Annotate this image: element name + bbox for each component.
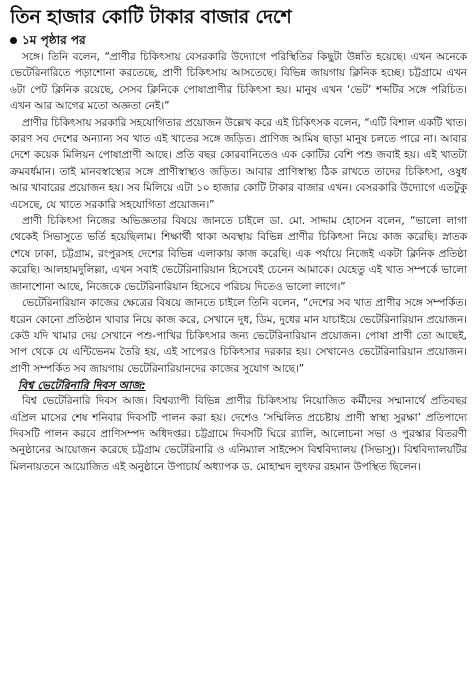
article-paragraph: সঙ্গে। তিনি বলেন, “প্রাণীর চিকিৎসায় বেসরকারি উদ্যোগে পরিস্থিতির কিছুটা উন্নতি হয়েছে। এখন অনেকে ভেটেরিনারিতে পড়াশোনা করতেছে, প্রাণী চিকিৎসায় আসতেছে। বিভিন্ন জায়গায় ক্লিনিক হচ্ছে। চট্টগ্রামে এখন ৬টা পেট ক্লিনিক রয়েছে, সেসব ক্লিনিকে পোষাপ্রাণীর চিকিৎসা হয়। মানুষ এখন ‘ভেট’ শব্দটির সঙ্গে পরিচিত। এখন আর আগের মতো অজ্ঞতা নেই।” [10, 51, 467, 113]
article-paragraph: প্রাণী চিকিৎসা নিজের অভিজ্ঞতার বিষয়ে জানতে চাইলে ডা. মো. সাদ্দাম হোসেন বলেন, “ভালো লাগা থেকেই সিভাসুতে ভর্তি হয়েছিলাম। শিক্ষার্থী থাকা অবস্থায় বিভিন্ন প্রাণীর চিকিৎসা নিয়ে কাজ করেছি। স্নাতক শেষে ঢাকা, চট্টগ্রাম, রংপুরসহ দেশের বিভিন্ন এলাকায় কাজ করেছি। এক পর্যায়ে নিজেই একটা ক্লিনিক প্রতিষ্ঠা করেছি। আলহামদুলিল্লা, এখন সবাই ভেটেরিনারিয়ান হিসেবেই চেনেন আমাকে। যেহেতু এই খাত সম্পর্কে ভালো জানাশোনা আছে, নিজেকে ভেটেরিনারিয়ান হিসেবে পরিচয় দিতেও ভালো লাগে।” [10, 215, 467, 293]
continued-from-label: ১ম পৃষ্ঠার পর [22, 33, 86, 47]
article-paragraph: ভেটেরিনারিয়ান কাজের ক্ষেত্রের বিষয়ে জানতে চাইলে তিনি বলেন, “দেশের সব খাত প্রাণীর সঙ্গে সম্পর্কিত। ধরেন কোনো প্রতিষ্ঠান খাবার নিয়ে কাজ করে, সেখানে দুধ, ডিম, দুধের মান যাচাইয়ে ভেটেরিনারিয়ান প্রয়োজন। কেউ যদি খামার দেয় সেখানে পশু-পাখির চিকিৎসার জন্য ভেটেরিনারিয়ান প্রয়োজন। পোষা প্রাণী তো আছেই, সাপ থেকে যে এন্টিভেনম তৈরি হয়, এই সাপেরও চিকিৎসার দরকার হয়। সেখানেও ভেটেরিনারিয়ান প্রয়োজন। প্রাণী সম্পর্কিত সব জায়গায় ভেটেরিনারিয়ানদের কাজের সুযোগ আছে।” [10, 297, 467, 375]
article-headline: তিন হাজার কোটি টাকার বাজার দেশে [10, 6, 292, 28]
section-subheading: বিশ্ব ভেটেরিনারি দিবস আজ: [18, 379, 146, 393]
bullet-dot-icon [10, 37, 17, 44]
article-paragraph: বিশ্ব ভেটেরিনারি দিবস আজ। বিশ্বব্যাপী বিভিন্ন প্রাণীর চিকিৎসায় নিয়োজিত কর্মীদের সম্মানার্থে প্রতিবছর এপ্রিল মাসের শেষ শনিবার দিবসটি পালন করা হয়। দেশেও ‘সম্মিলিত প্রচেষ্টায় প্রাণী স্বাস্থ্য সুরক্ষা’ প্রতিপাদ্যে দিবসটি পালন করবে প্রাণিসম্পদ অধিদপ্তর। চট্টগ্রামে দিবসটি ঘিরে র‍্যালি, আলোচনা সভা ও পুরস্কার বিতরণী অনুষ্ঠানের আয়োজন করেছে চট্টগ্রাম ভেটেরিনারি ও এনিম্যাল সাইন্সেস বিশ্ববিদ্যালয় (সিভাসু)। বিশ্ববিদ্যালয়টির মিলনায়তনে আয়োজিত এই অনুষ্ঠানে উপাচার্য অধ্যাপক ড. মোহাম্মদ লুৎফর রহমান উপস্থিত ছিলেন। [10, 395, 467, 473]
continued-from-note [10, 33, 467, 48]
article-paragraph: প্রাণীর চিকিৎসায় সরকারি সহযোগিতার প্রয়োজন উল্লেখ করে এই চিকিৎসক বলেন, “এটি বিশাল একটি খাত। কারণ সব দেশের অন্যান্য সব খাত এই খাতের সঙ্গে জড়িত। প্রাণিজ আমিষ ছাড়া মানুষ চলতে পারে না। আবার দেশে কয়েক মিলিয়ন পোষাপ্রাণী আছে। প্রতি বছর কোরবানিতেও এক কোটির বেশি পশু জবাই হয়। এই খাতটা ক্রমবর্ধমান। তাই মানবস্বাস্থ্যের সঙ্গে প্রাণীস্বাস্থ্যও জড়িত। আবার প্রাণিস্বাস্থ্য ঠিক রাখতে তাদের চিকিৎসা, ওষুধ আর খাবারের প্রয়োজন হয়। সব মিলিয়ে এটা ১০ হাজার কোটি টাকার বাজার এখন। বেসরকারি উদ্যোগে এতটুকু এসেছে, যে খাতে সরকারি সহযোগিতা প্রয়োজন।” [10, 116, 467, 211]
